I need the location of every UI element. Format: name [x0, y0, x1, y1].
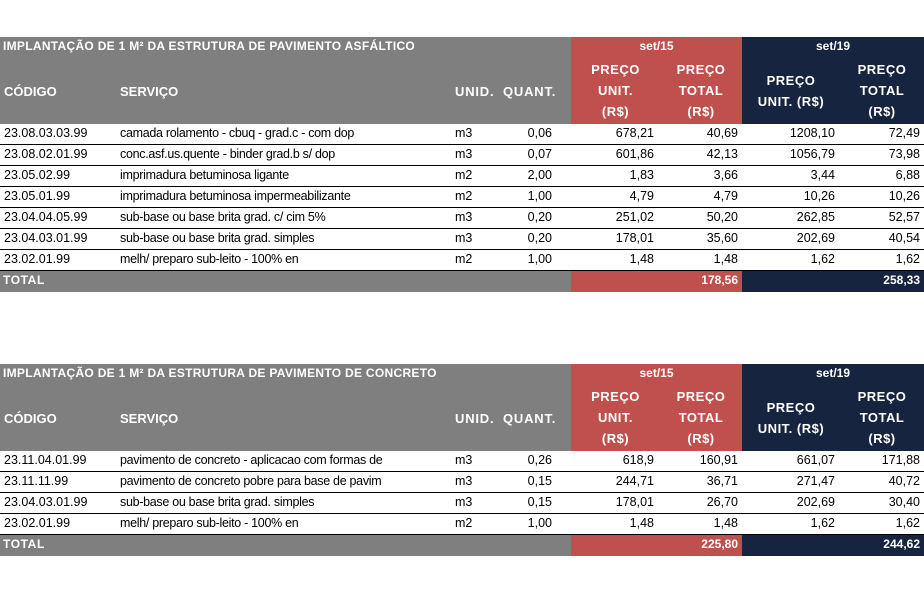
table-row	[0, 493, 924, 514]
total-price-a-cell: 40,69	[706, 126, 738, 140]
table-title: IMPLANTAÇÃO DE 1 M² DA ESTRUTURA DE PAVIMENTO DE CONCRETO	[0, 364, 571, 384]
quant-cell: 1,00	[527, 516, 552, 530]
codigo-cell: 23.02.01.99	[4, 516, 71, 530]
total-period-b: 244,62	[742, 535, 924, 556]
unid-cell: m3	[455, 474, 473, 488]
concrete-pavement-table	[0, 364, 924, 556]
rs-label: (R$)	[868, 430, 896, 446]
preco-label: PREÇO	[591, 61, 640, 77]
codigo-cell: 23.02.01.99	[4, 252, 71, 266]
quant-cell: 0,07	[527, 147, 552, 161]
period-b-header: set/19	[742, 37, 924, 57]
total-price-a-cell: 160,91	[699, 453, 738, 467]
total-price-a-cell: 36,71	[706, 474, 738, 488]
quant-header: QUANT.	[503, 84, 557, 99]
unit-price-b-cell: 1208,10	[789, 126, 835, 140]
quant-cell: 1,00	[527, 252, 552, 266]
total-period-a: 225,80	[571, 535, 742, 556]
codigo-cell: 23.04.03.01.99	[4, 495, 88, 509]
table-title: IMPLANTAÇÃO DE 1 M² DA ESTRUTURA DE PAVIMENTO ASFÁLTICO	[0, 37, 571, 57]
table-row	[0, 166, 924, 187]
table-body	[0, 451, 924, 535]
unit-price-a-cell: 244,71	[615, 474, 654, 488]
unid-cell: m3	[455, 495, 473, 509]
unit-label: UNIT.	[598, 409, 633, 425]
codigo-header: CÓDIGO	[4, 411, 57, 426]
total-price-b-cell: 10,26	[888, 189, 920, 203]
rs-label: (R$)	[687, 430, 715, 446]
total-price-b-cell: 1,62	[895, 516, 920, 530]
total-price-b-cell: 52,57	[888, 210, 920, 224]
table-row	[0, 514, 924, 535]
servico-cell: melh/ preparo sub-leito - 100% en	[120, 252, 299, 266]
total-price-a-cell: 1,48	[713, 252, 738, 266]
servico-cell: sub-base ou base brita grad. c/ cim 5%	[120, 210, 326, 224]
unid-cell: m2	[455, 189, 473, 203]
codigo-cell: 23.11.04.01.99	[4, 453, 87, 467]
quant-header: QUANT.	[503, 411, 557, 426]
total-price-b-cell: 6,88	[895, 168, 920, 182]
unit-price-b-cell: 1,62	[810, 252, 835, 266]
total-price-b-cell: 30,40	[888, 495, 920, 509]
preco-label: PREÇO	[857, 61, 907, 77]
total-label: TOTAL	[678, 82, 724, 98]
total-price-a-cell: 26,70	[706, 495, 738, 509]
total-price-b-header	[840, 57, 924, 124]
rs-label: (R$)	[601, 430, 630, 446]
unit-price-b-header	[742, 384, 840, 451]
codigo-header: CÓDIGO	[4, 84, 57, 99]
servico-cell: imprimadura betuminosa ligante	[120, 168, 289, 182]
servico-cell: melh/ preparo sub-leito - 100% en	[120, 516, 299, 530]
quant-cell: 1,00	[527, 189, 552, 203]
total-label: TOTAL	[859, 409, 905, 425]
table-title-row	[0, 37, 924, 57]
unit-price-a-cell: 1,83	[629, 168, 654, 182]
total-price-a-cell: 42,13	[706, 147, 738, 161]
servico-cell: pavimento de concreto pobre para base de pavim	[120, 474, 382, 488]
unit-price-b-cell: 202,69	[796, 495, 835, 509]
total-row	[0, 271, 924, 292]
unid-cell: m2	[455, 516, 473, 530]
unit-label: UNIT.	[598, 82, 633, 98]
table-row	[0, 451, 924, 472]
table-row	[0, 124, 924, 145]
period-a-header: set/15	[571, 37, 742, 57]
unid-cell: m2	[455, 252, 473, 266]
codigo-cell: 23.05.01.99	[4, 189, 71, 203]
quant-cell: 0,15	[527, 495, 552, 509]
unid-header: UNID.	[455, 411, 495, 426]
table-row	[0, 250, 924, 271]
unit-price-b-cell: 10,26	[803, 189, 835, 203]
servico-cell: conc.asf.us.quente - binder grad.b s/ dop	[120, 147, 335, 161]
unid-cell: m2	[455, 168, 473, 182]
total-price-b-cell: 73,98	[888, 147, 920, 161]
preco-label: PREÇO	[766, 399, 816, 415]
quant-cell: 0,20	[527, 231, 552, 245]
unit-rs-label: UNIT. (R$)	[757, 420, 825, 436]
unid-cell: m3	[455, 210, 473, 224]
unit-price-a-cell: 178,01	[615, 495, 654, 509]
unit-price-a-cell: 178,01	[615, 231, 654, 245]
servico-cell: sub-base ou base brita grad. simples	[120, 231, 315, 245]
period-a-header: set/15	[571, 364, 742, 384]
preco-label: PREÇO	[766, 72, 816, 88]
total-price-a-header	[660, 57, 742, 124]
unit-price-a-cell: 618,9	[622, 453, 654, 467]
quant-cell: 0,15	[527, 474, 552, 488]
total-price-b-cell: 171,88	[881, 453, 920, 467]
unit-price-b-cell: 1,62	[810, 516, 835, 530]
table-row	[0, 229, 924, 250]
table-row	[0, 145, 924, 166]
unid-header: UNID.	[455, 84, 495, 99]
codigo-cell: 23.04.04.05.99	[4, 210, 88, 224]
servico-cell: imprimadura betuminosa impermeabilizante	[120, 189, 351, 203]
unit-price-b-header	[742, 57, 840, 124]
unit-price-b-cell: 661,07	[796, 453, 835, 467]
total-label: TOTAL	[0, 271, 571, 292]
servico-cell: camada rolamento - cbuq - grad.c - com dop	[120, 126, 355, 140]
total-period-a: 178,56	[571, 271, 742, 292]
quant-cell: 0,20	[527, 210, 552, 224]
total-label: TOTAL	[0, 535, 571, 556]
total-label: TOTAL	[678, 409, 724, 425]
total-price-a-cell: 4,79	[713, 189, 738, 203]
unid-cell: m3	[455, 231, 473, 245]
total-price-a-cell: 1,48	[713, 516, 738, 530]
preco-label: PREÇO	[591, 388, 640, 404]
total-price-b-cell: 1,62	[895, 252, 920, 266]
codigo-cell: 23.04.03.01.99	[4, 231, 88, 245]
table-body	[0, 124, 924, 271]
unid-cell: m3	[455, 147, 473, 161]
quant-cell: 2,00	[527, 168, 552, 182]
codigo-cell: 23.05.02.99	[4, 168, 71, 182]
total-price-a-cell: 50,20	[706, 210, 738, 224]
total-label: TOTAL	[859, 82, 905, 98]
total-price-b-cell: 40,72	[888, 474, 920, 488]
unit-price-a-header	[571, 384, 660, 451]
preco-label: PREÇO	[676, 388, 726, 404]
servico-cell: pavimento de concreto - aplicacao com formas de	[120, 453, 383, 467]
column-header-row	[0, 384, 924, 451]
unit-price-a-cell: 251,02	[615, 210, 654, 224]
unit-price-b-cell: 262,85	[796, 210, 835, 224]
asphalt-pavement-table	[0, 37, 924, 292]
unit-price-a-cell: 1,48	[629, 516, 654, 530]
quant-cell: 0,26	[527, 453, 552, 467]
unit-price-b-cell: 1056,79	[789, 147, 835, 161]
total-row	[0, 535, 924, 556]
quant-cell: 0,06	[527, 126, 552, 140]
total-price-a-cell: 35,60	[706, 231, 738, 245]
preco-label: PREÇO	[676, 61, 726, 77]
column-header-row	[0, 57, 924, 124]
total-price-a-header	[660, 384, 742, 451]
unit-price-a-cell: 678,21	[615, 126, 654, 140]
total-price-b-cell: 72,49	[888, 126, 920, 140]
table-row	[0, 208, 924, 229]
total-price-a-cell: 3,66	[713, 168, 738, 182]
rs-label: (R$)	[687, 103, 715, 119]
unit-price-a-cell: 4,79	[629, 189, 654, 203]
unid-cell: m3	[455, 453, 473, 467]
total-period-b: 258,33	[742, 271, 924, 292]
unid-cell: m3	[455, 126, 473, 140]
unit-price-b-cell: 271,47	[796, 474, 835, 488]
codigo-cell: 23.08.03.03.99	[4, 126, 88, 140]
servico-header: SERVIÇO	[120, 411, 179, 426]
table-row	[0, 187, 924, 208]
unit-price-a-cell: 1,48	[629, 252, 654, 266]
unit-rs-label: UNIT. (R$)	[757, 93, 825, 109]
table-title-row	[0, 364, 924, 384]
servico-header: SERVIÇO	[120, 84, 179, 99]
table-row	[0, 472, 924, 493]
preco-label: PREÇO	[857, 388, 907, 404]
codigo-cell: 23.08.02.01.99	[4, 147, 88, 161]
total-price-b-header	[840, 384, 924, 451]
period-b-header: set/19	[742, 364, 924, 384]
codigo-cell: 23.11.11.99	[4, 474, 69, 488]
unit-price-a-cell: 601,86	[615, 147, 654, 161]
unit-price-b-cell: 3,44	[810, 168, 835, 182]
servico-cell: sub-base ou base brita grad. simples	[120, 495, 315, 509]
rs-label: (R$)	[868, 103, 896, 119]
unit-price-a-header	[571, 57, 660, 124]
total-price-b-cell: 40,54	[888, 231, 920, 245]
rs-label: (R$)	[601, 103, 630, 119]
unit-price-b-cell: 202,69	[796, 231, 835, 245]
